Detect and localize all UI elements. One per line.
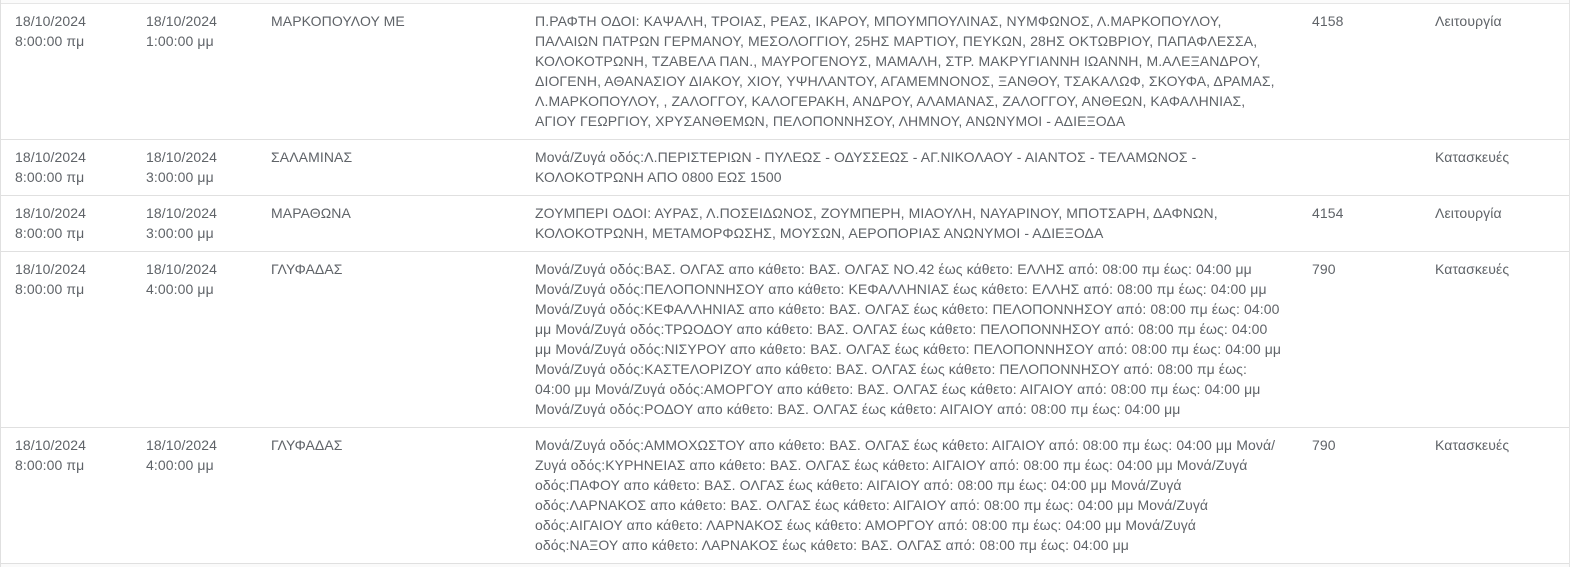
start-time: 8:00:00 πμ [15, 169, 85, 185]
municipality-cell: ΓΛΥΦΑΔΑΣ [271, 437, 343, 453]
end-datetime-cell [132, 196, 257, 251]
description-cell: Μονά/Ζυγά οδός:ΑΜΜΟΧΩΣΤΟΥ απο κάθετο: ΒΑΣ. ΟΛΓΑΣ έως κάθετο: ΑΙΓΑΙΟΥ από: 08:00 πμ έως: 04:00 μμ Μονά/Ζυγά οδός:ΚΥΡΗΝΕΙΑΣ απο κάθετο: ΒΑΣ. ΟΛΓΑΣ έως κάθετο: ΑΙΓΑΙΟΥ από: 08:00 πμ έως: 04:00 μμ Μονά/Ζυγά οδός:ΠΑΦΟΥ απο κάθετο: ΒΑΣ. ΟΛΓΑΣ έως κάθετο: ΑΙΓΑΙΟΥ από: 08:00 πμ έως: 04:00 μμ Μονά/Ζυγά οδός:ΛΑΡΝΑΚΟΣ απο κάθετο: ΒΑΣ. ΟΛΓΑΣ έως κάθετο: ΑΙΓΑΙΟΥ από: 08:00 πμ έως: 04:00 μμ Μονά/Ζυγά οδός:ΑΙΓΑΙΟΥ απο κάθετο: ΛΑΡΝΑΚΟΣ έως κάθετο: ΑΜΟΡΓΟΥ από: 08:00 πμ έως: 04:00 μμ Μονά/Ζυγά οδός:ΝΑΞΟΥ απο κάθετο: ΛΑΡΝΑΚΟΣ έως κάθετο: ΒΑΣ. ΟΛΓΑΣ από: 08:00 πμ έως: 04:00 μμ [535, 437, 1276, 553]
start-date: 18/10/2024 [15, 205, 87, 221]
municipality-cell: ΜΑΡΑΘΩΝΑ [271, 205, 351, 221]
description-cell: ΖΟΥΜΠΕΡΙ ΟΔΟΙ: ΑΥΡΑΣ, Λ.ΠΟΣΕΙΔΩΝΟΣ, ΖΟΥΜΠΕΡΗ, ΜΙΑΟΥΛΗ, ΝΑΥΑΡΙΝΟΥ, ΜΠΟΤΣΑΡΗ, ΔΑΦΝΩΝ, ΚΟΛΟΚΟΤΡΩΝΗ, ΜΕΤΑΜΟΡΦΩΣΗΣ, ΜΟΥΣΩΝ, ΑΕΡΟΠΟΡΙΑΣ ΑΝΩΝΥΜΟΙ - ΑΔΙΕΞΟΔΑ [535, 205, 1218, 241]
table-row [1, 4, 1569, 140]
table-row [1, 140, 1569, 196]
start-time: 8:00:00 πμ [15, 33, 85, 49]
end-datetime-cell [132, 252, 257, 307]
end-datetime-cell [132, 4, 257, 59]
start-date: 18/10/2024 [15, 437, 87, 453]
status-cell: Κατασκευές [1435, 149, 1510, 165]
end-date: 18/10/2024 [146, 437, 218, 453]
end-date: 18/10/2024 [146, 149, 218, 165]
description-cell: Π.ΡΑΦΤΗ ΟΔΟΙ: ΚΑΨΑΛΗ, ΤΡΟΙΑΣ, ΡΕΑΣ, ΙΚΑΡΟΥ, ΜΠΟΥΜΠΟΥΛΙΝΑΣ, ΝΥΜΦΩΝΟΣ, Λ.ΜΑΡΚΟΠΟΥΛΟΥ, ΠΑΛΑΙΩΝ ΠΑΤΡΩΝ ΓΕΡΜΑΝΟΥ, ΜΕΣΟΛΟΓΓΙΟΥ, 25ΗΣ ΜΑΡΤΙΟΥ, ΠΕΥΚΩΝ, 28ΗΣ ΟΚΤΩΒΡΙΟΥ, ΠΑΠΑΦΛΕΣΣΑ, ΚΟΛΟΚΟΤΡΩΝΗ, ΤΖΑΒΕΛΑ ΠΑΝ., ΜΑΥΡΟΓΕΝΟΥΣ, ΜΑΜΑΛΗ, ΣΤΡ. ΜΑΚΡΥΓΙΑΝΝΗ ΙΩΑΝΝΗ, Μ.ΑΛΕΞΑΝΔΡΟΥ, ΔΙΟΓΕΝΗ, ΑΘΑΝΑΣΙΟΥ ΔΙΑΚΟΥ, ΧΙΟΥ, ΥΨΗΛΑΝΤΟΥ, ΑΓΑΜΕΜΝΟΝΟΣ, ΞΑΝΘΟΥ, ΤΣΑΚΑΛΩΦ, ΣΚΟΥΦΑ, ΔΡΑΜΑΣ, Λ.ΜΑΡΚΟΠΟΥΛΟΥ, , ΖΑΛΟΓΓΟΥ, ΚΑΛΟΓΕΡΑΚΗ, ΑΝΔΡΟΥ, ΑΛΑΜΑΝΑΣ, ΖΑΛΟΓΓΟΥ, ΑΝΘΕΩΝ, ΚΑΦΑΛΗΝΙΑΣ, ΑΓΙΟΥ ΓΕΩΡΓΙΟΥ, ΧΡΥΣΑΝΘΕΜΩΝ, ΠΕΛΟΠΟΝΝΗΣΟΥ, ΛΗΜΝΟΥ, ΑΝΩΝΥΜΟΙ - ΑΔΙΕΞΟΔΑ [535, 13, 1275, 129]
table-row [1, 196, 1569, 252]
request-number-cell: 790 [1312, 261, 1336, 277]
table-row [1, 252, 1569, 428]
end-time: 1:00:00 μμ [146, 33, 214, 49]
start-datetime-cell [1, 428, 132, 483]
end-date: 18/10/2024 [146, 261, 218, 277]
start-date: 18/10/2024 [15, 13, 87, 29]
status-cell: Κατασκευές [1435, 261, 1510, 277]
start-datetime-cell [1, 4, 132, 59]
start-time: 8:00:00 πμ [15, 457, 85, 473]
end-time: 3:00:00 μμ [146, 169, 214, 185]
end-datetime-cell [132, 428, 257, 483]
end-time: 4:00:00 μμ [146, 281, 214, 297]
start-time: 8:00:00 πμ [15, 225, 85, 241]
status-cell: Λειτουργία [1435, 205, 1502, 221]
end-date: 18/10/2024 [146, 205, 218, 221]
municipality-cell: ΜΑΡΚΟΠΟΥΛΟΥ ΜΕ [271, 13, 405, 29]
end-time: 4:00:00 μμ [146, 457, 214, 473]
start-time: 8:00:00 πμ [15, 281, 85, 297]
start-date: 18/10/2024 [15, 261, 87, 277]
request-number-cell: 790 [1312, 437, 1336, 453]
end-time: 3:00:00 μμ [146, 225, 214, 241]
status-cell: Λειτουργία [1435, 13, 1502, 29]
request-number-cell [1298, 140, 1421, 155]
municipality-cell: ΓΛΥΦΑΔΑΣ [271, 261, 343, 277]
start-datetime-cell [1, 252, 132, 307]
request-number-cell: 4154 [1312, 205, 1344, 221]
end-date: 18/10/2024 [146, 13, 218, 29]
description-cell: Μονά/Ζυγά οδός:Λ.ΠΕΡΙΣΤΕΡΙΩΝ - ΠΥΛΕΩΣ - ΟΔΥΣΣΕΩΣ - ΑΓ.ΝΙΚΟΛΑΟΥ - ΑΙΑΝΤΟΣ - ΤΕΛΑΜΩΝΟΣ - ΚΟΛΟΚΟΤΡΩΝΗ ΑΠΟ 0800 ΕΩΣ 1500 [535, 149, 1197, 185]
start-datetime-cell [1, 140, 132, 195]
request-number-cell: 4158 [1312, 13, 1344, 29]
table-row [1, 428, 1569, 564]
municipality-cell: ΣΑΛΑΜΙΝΑΣ [271, 149, 353, 165]
end-datetime-cell [132, 140, 257, 195]
description-cell: Μονά/Ζυγά οδός:ΒΑΣ. ΟΛΓΑΣ απο κάθετο: ΒΑΣ. ΟΛΓΑΣ ΝΟ.42 έως κάθετο: ΕΛΛΗΣ από: 08:00 πμ έως: 04:00 μμ Μονά/Ζυγά οδός:ΠΕΛΟΠΟΝΝΗΣΟΥ απο κάθετο: ΚΕΦΑΛΛΗΝΙΑΣ έως κάθετο: ΕΛΛΗΣ από: 08:00 πμ έως: 04:00 μμ Μονά/Ζυγά οδός:ΚΕΦΑΛΛΗΝΙΑΣ απο κάθετο: ΒΑΣ. ΟΛΓΑΣ έως κάθετο: ΠΕΛΟΠΟΝΝΗΣΟΥ από: 08:00 πμ έως: 04:00 μμ Μονά/Ζυγά οδός:ΤΡΩΟΔΟΥ απο κάθετο: ΒΑΣ. ΟΛΓΑΣ έως κάθετο: ΠΕΛΟΠΟΝΝΗΣΟΥ από: 08:00 πμ έως: 04:00 μμ Μονά/Ζυγά οδός:ΝΙΣΥΡΟΥ απο κάθετο: ΒΑΣ. ΟΛΓΑΣ έως κάθετο: ΠΕΛΟΠΟΝΝΗΣΟΥ από: 08:00 πμ έως: 04:00 μμ Μονά/Ζυγά οδός:ΚΑΣΤΕΛΟΡΙΖΟΥ απο κάθετο: ΒΑΣ. ΟΛΓΑΣ έως κάθετο: ΠΕΛΟΠΟΝΝΗΣΟΥ από: 08:00 πμ έως: 04:00 μμ Μονά/Ζυγά οδός:ΑΜΟΡΓΟΥ απο κάθετο: ΒΑΣ. ΟΛΓΑΣ έως κάθετο: ΑΙΓΑΙΟΥ από: 08:00 πμ έως: 04:00 μμ Μονά/Ζυγά οδός:ΡΟΔΟΥ απο κάθετο: ΒΑΣ. ΟΛΓΑΣ έως κάθετο: ΑΙΓΑΙΟΥ από: 08:00 πμ έως: 04:00 μμ [535, 261, 1282, 417]
start-date: 18/10/2024 [15, 149, 87, 165]
start-datetime-cell [1, 196, 132, 251]
status-cell: Κατασκευές [1435, 437, 1510, 453]
